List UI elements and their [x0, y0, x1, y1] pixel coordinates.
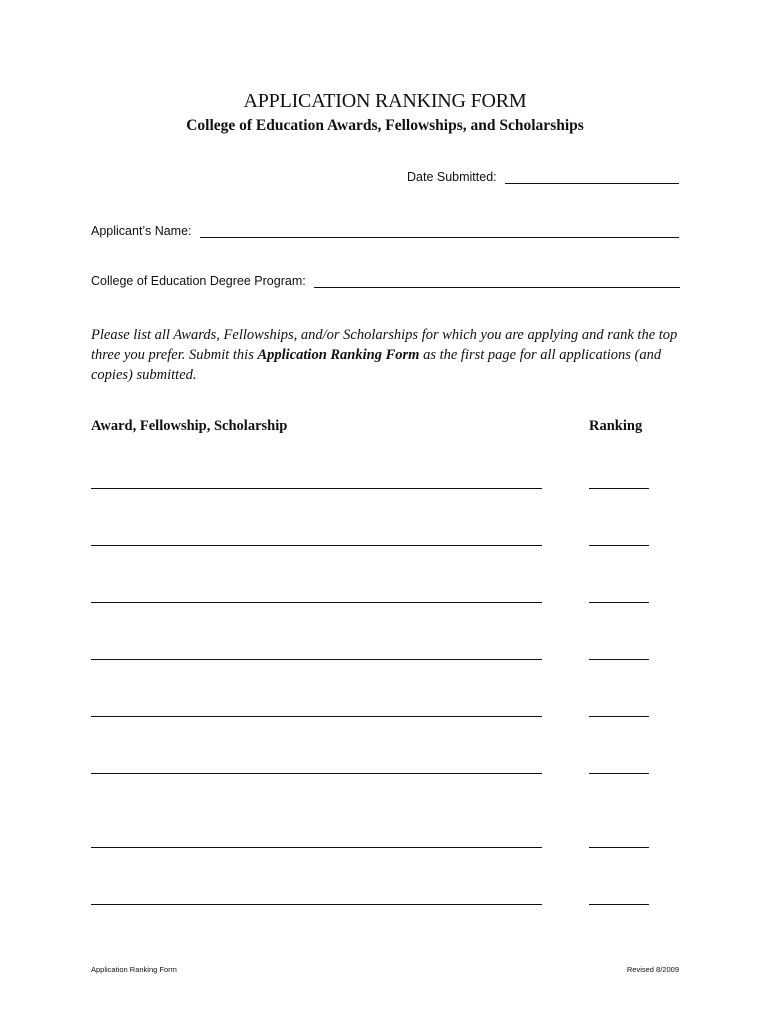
- degree-program-row: [91, 272, 680, 288]
- ranking-entry-4[interactable]: [589, 644, 649, 660]
- ranking-entry-1[interactable]: [589, 473, 649, 489]
- award-entry-8[interactable]: [91, 889, 542, 905]
- footer-revision: Revised 8/2009: [626, 965, 679, 974]
- ranking-entry-6[interactable]: [589, 758, 649, 774]
- applicant-name-row: [91, 222, 679, 238]
- degree-program-label: College of Education Degree Program:: [91, 274, 306, 288]
- footer-form-name: Application Ranking Form: [91, 965, 177, 974]
- ranking-entry-8[interactable]: [589, 889, 649, 905]
- instructions-part-2: as the first page for all applications (and copies) submitted.: [91, 347, 662, 383]
- ranking-entry-5[interactable]: [589, 701, 649, 717]
- date-submitted-label: Date Submitted:: [407, 170, 497, 184]
- applicant-name-label: Applicant’s Name:: [91, 224, 192, 238]
- date-submitted-row: [407, 168, 679, 184]
- instructions-emphasis: Application Ranking Form: [257, 347, 420, 363]
- page-subtitle: College of Education Awards, Fellowships, and Scholarships: [186, 117, 584, 134]
- ranking-column-header: Ranking: [589, 418, 643, 434]
- award-entry-2[interactable]: [91, 530, 542, 546]
- applicant-name-input[interactable]: [200, 222, 679, 238]
- award-entry-1[interactable]: [91, 473, 542, 489]
- award-column-header: Award, Fellowship, Scholarship: [91, 418, 288, 434]
- instructions-part-1: Please list all Awards, Fellowships, and/or Scholarships for which you are applying and rank the top three you prefer. Submit this: [91, 327, 678, 363]
- award-entry-7[interactable]: [91, 832, 542, 848]
- instructions-text: [91, 325, 691, 385]
- ranking-entry-7[interactable]: [589, 832, 649, 848]
- award-entry-3[interactable]: [91, 587, 542, 603]
- award-entry-4[interactable]: [91, 644, 542, 660]
- award-entry-6[interactable]: [91, 758, 542, 774]
- ranking-entry-3[interactable]: [589, 587, 649, 603]
- degree-program-input[interactable]: [314, 272, 680, 288]
- page-title: APPLICATION RANKING FORM: [243, 90, 527, 112]
- date-submitted-input[interactable]: [505, 168, 679, 184]
- ranking-entry-2[interactable]: [589, 530, 649, 546]
- award-entry-5[interactable]: [91, 701, 542, 717]
